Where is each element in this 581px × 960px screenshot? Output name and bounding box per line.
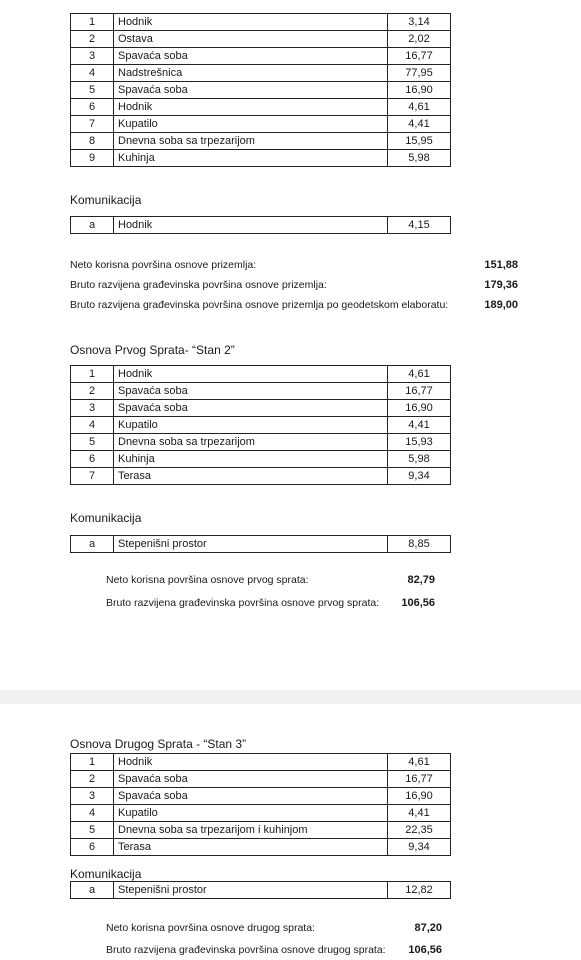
document-page-2 <box>0 704 581 960</box>
room-area: 4,61 <box>388 366 451 383</box>
first-floor-communication-table <box>70 535 451 553</box>
table-row <box>71 14 451 31</box>
room-area: 15,95 <box>388 133 451 150</box>
room-name: Stepenišni prostor <box>114 536 388 553</box>
room-number: 2 <box>71 31 114 48</box>
room-area: 4,41 <box>388 116 451 133</box>
room-area: 16,77 <box>388 383 451 400</box>
room-area: 3,14 <box>388 14 451 31</box>
table-row <box>71 882 451 899</box>
room-number: 5 <box>71 822 114 839</box>
room-name: Spavaća soba <box>114 400 388 417</box>
room-name: Dnevna soba sa trpezarijom <box>114 133 388 150</box>
summary-value: 179,36 <box>484 279 518 291</box>
table-row <box>71 822 451 839</box>
summary-line <box>106 574 435 587</box>
room-number: 8 <box>71 133 114 150</box>
room-number: 9 <box>71 150 114 167</box>
room-area: 4,61 <box>388 99 451 116</box>
room-number: 5 <box>71 82 114 99</box>
room-number: 1 <box>71 366 114 383</box>
summary-label: Bruto razvijena građevinska površina osnove drugog sprata: <box>106 944 386 956</box>
room-name: Nadstrešnica <box>114 65 388 82</box>
room-number: 7 <box>71 468 114 485</box>
summary-label: Bruto razvijena građevinska površina osnove prizemlja: <box>70 279 327 291</box>
summary-label: Neto korisna površina osnove drugog sprata: <box>106 922 315 934</box>
room-area: 77,95 <box>388 65 451 82</box>
summary-label: Neto korisna površina osnove prvog sprata: <box>106 574 309 586</box>
table-row <box>71 383 451 400</box>
room-area: 4,61 <box>388 754 451 771</box>
table-row <box>71 434 451 451</box>
room-name: Kuhinja <box>114 451 388 468</box>
room-name: Terasa <box>114 468 388 485</box>
summary-label: Neto korisna površina osnove prizemlja: <box>70 259 257 271</box>
room-number: 3 <box>71 400 114 417</box>
room-name: Stepenišni prostor <box>114 882 388 899</box>
ground-floor-communication-table <box>70 216 451 234</box>
table-row <box>71 48 451 65</box>
room-area: 16,90 <box>388 788 451 805</box>
summary-line <box>106 944 442 957</box>
room-name: Kuhinja <box>114 150 388 167</box>
table-row <box>71 468 451 485</box>
room-area: 2,02 <box>388 31 451 48</box>
table-row <box>71 65 451 82</box>
room-name: Terasa <box>114 839 388 856</box>
summary-line <box>106 597 435 610</box>
table-row <box>71 133 451 150</box>
room-name: Kupatilo <box>114 417 388 434</box>
room-name: Hodnik <box>114 366 388 383</box>
room-area: 16,90 <box>388 82 451 99</box>
room-area: 22,35 <box>388 822 451 839</box>
table-row <box>71 150 451 167</box>
room-area: 5,98 <box>388 150 451 167</box>
table-row <box>71 536 451 553</box>
table-row <box>71 366 451 383</box>
room-area: 16,77 <box>388 48 451 65</box>
room-name: Spavaća soba <box>114 771 388 788</box>
room-area: 9,34 <box>388 468 451 485</box>
room-number: 6 <box>71 451 114 468</box>
room-number: 1 <box>71 754 114 771</box>
room-area: 16,90 <box>388 400 451 417</box>
room-name: Hodnik <box>114 754 388 771</box>
room-number: 6 <box>71 839 114 856</box>
summary-line <box>70 259 518 272</box>
room-area: 8,85 <box>388 536 451 553</box>
room-area: 15,93 <box>388 434 451 451</box>
second-floor-rooms-table <box>70 753 451 856</box>
table-row <box>71 417 451 434</box>
room-name: Spavaća soba <box>114 48 388 65</box>
room-name: Hodnik <box>114 217 388 234</box>
table-row <box>71 771 451 788</box>
room-name: Hodnik <box>114 99 388 116</box>
room-number: a <box>71 536 114 553</box>
room-number: 4 <box>71 417 114 434</box>
table-row <box>71 31 451 48</box>
table-row <box>71 116 451 133</box>
communication-heading: Komunikacija <box>70 867 142 881</box>
table-row <box>71 788 451 805</box>
room-number: a <box>71 882 114 899</box>
room-name: Kupatilo <box>114 116 388 133</box>
summary-line <box>106 922 442 935</box>
room-number: 5 <box>71 434 114 451</box>
room-area: 12,82 <box>388 882 451 899</box>
table-row <box>71 451 451 468</box>
room-area: 4,41 <box>388 805 451 822</box>
room-name: Ostava <box>114 31 388 48</box>
room-name: Dnevna soba sa trpezarijom <box>114 434 388 451</box>
table-row <box>71 400 451 417</box>
summary-value: 82,79 <box>407 574 435 586</box>
table-row <box>71 754 451 771</box>
room-number: 4 <box>71 65 114 82</box>
summary-value: 106,56 <box>401 597 435 609</box>
summary-value: 189,00 <box>484 299 518 311</box>
room-number: 2 <box>71 383 114 400</box>
room-area: 16,77 <box>388 771 451 788</box>
table-row <box>71 82 451 99</box>
ground-floor-rooms-table <box>70 13 451 167</box>
room-area: 9,34 <box>388 839 451 856</box>
room-number: a <box>71 217 114 234</box>
page-break <box>0 690 581 704</box>
summary-label: Bruto razvijena građevinska površina osnove prvog sprata: <box>106 597 380 609</box>
room-number: 7 <box>71 116 114 133</box>
room-area: 5,98 <box>388 451 451 468</box>
room-name: Kupatilo <box>114 805 388 822</box>
room-number: 6 <box>71 99 114 116</box>
summary-value: 151,88 <box>484 259 518 271</box>
room-name: Dnevna soba sa trpezarijom i kuhinjom <box>114 822 388 839</box>
room-number: 1 <box>71 14 114 31</box>
room-area: 4,15 <box>388 217 451 234</box>
summary-value: 106,56 <box>408 944 442 956</box>
room-number: 3 <box>71 788 114 805</box>
room-number: 2 <box>71 771 114 788</box>
room-number: 4 <box>71 805 114 822</box>
room-name: Spavaća soba <box>114 82 388 99</box>
communication-heading: Komunikacija <box>70 193 142 207</box>
section-title: Osnova Prvog Sprata- “Stan 2” <box>70 343 235 357</box>
summary-value: 87,20 <box>414 922 442 934</box>
first-floor-rooms-table <box>70 365 451 485</box>
room-name: Spavaća soba <box>114 788 388 805</box>
table-row <box>71 805 451 822</box>
second-floor-communication-table <box>70 881 451 899</box>
room-name: Spavaća soba <box>114 383 388 400</box>
summary-line <box>70 279 518 292</box>
communication-heading: Komunikacija <box>70 511 142 525</box>
table-row <box>71 217 451 234</box>
room-area: 4,41 <box>388 417 451 434</box>
summary-line <box>70 299 518 312</box>
summary-label: Bruto razvijena građevinska površina osnove prizemlja po geodetskom elaboratu: <box>70 299 449 311</box>
table-row <box>71 99 451 116</box>
room-name: Hodnik <box>114 14 388 31</box>
section-title: Osnova Drugog Sprata - “Stan 3” <box>70 737 247 751</box>
table-row <box>71 839 451 856</box>
room-number: 3 <box>71 48 114 65</box>
